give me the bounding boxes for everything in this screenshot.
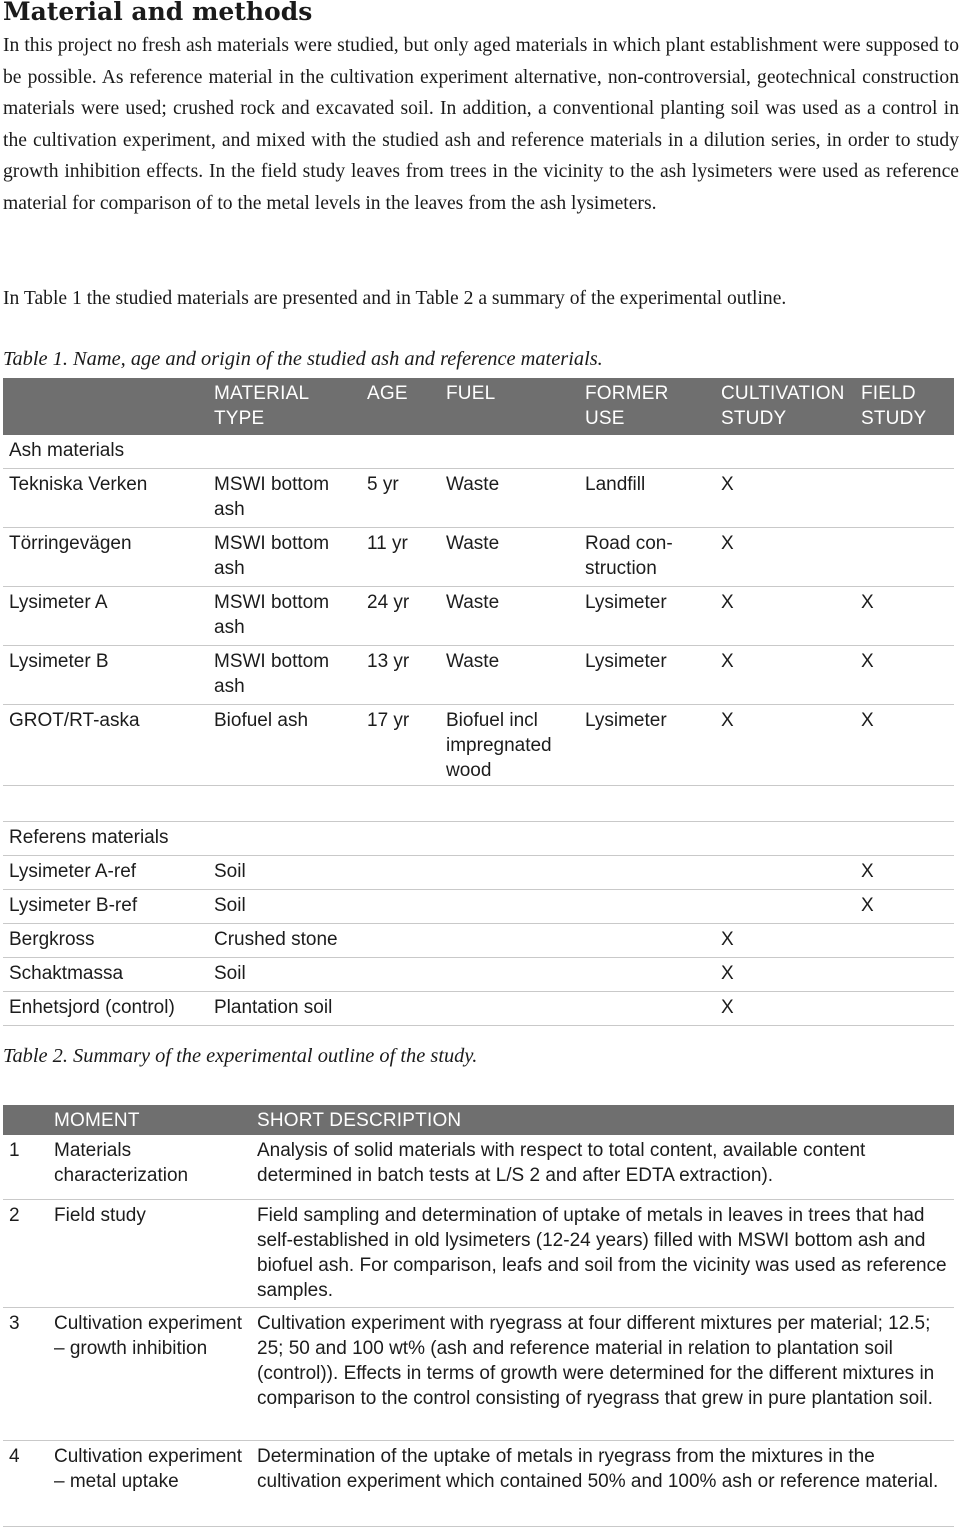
cell-moment: Materials characterization (54, 1140, 189, 1186)
cell-field-study (855, 995, 954, 1025)
cell-material-type: MSWI bottom ash (214, 592, 330, 638)
cell-fuel (440, 995, 579, 1025)
cell-name: Lysimeter B (9, 651, 109, 672)
cell-description: Analysis of solid materials with respect to total content, available content determined in batch tests at L/S 2 and after EDTA extraction). (257, 1140, 866, 1186)
cell-cultivation-study: X (721, 474, 734, 495)
cell-age: 11 yr (367, 533, 408, 554)
cell-former-use: Lysimeter (585, 710, 667, 731)
cell-former-use: Landfill (585, 474, 646, 495)
cell-age (361, 961, 440, 991)
cell-material-type: MSWI bottom ash (214, 474, 330, 520)
cell-description: Field sampling and determination of uptake of metals in leaves in trees that had self-established in old lysimeters (12-24 years) filled with MSWI bottom ash and biofuel ash. For comparison, leafs and soil from the vicinity was used as reference samples. (257, 1205, 947, 1301)
cell-name: Lysimeter A-ref (9, 861, 137, 882)
section-title: Material and methods (3, 0, 313, 26)
cell-field-study: X (861, 651, 874, 672)
cell-material-type: Biofuel ash (214, 710, 309, 731)
table-row (3, 1308, 954, 1441)
cell-cultivation-study: X (721, 592, 734, 613)
cell-age: 5 yr (367, 474, 399, 495)
cell-age (361, 995, 440, 1025)
cell-field-study: X (861, 861, 874, 882)
cell-field-study (855, 472, 954, 527)
table-row (3, 890, 954, 924)
cell-material-type: Soil (214, 895, 246, 916)
cell-name: Schaktmassa (9, 963, 124, 984)
cell-fuel (440, 927, 579, 957)
header-cell-moment: MOMENT (54, 1110, 140, 1131)
cell-number: 3 (9, 1313, 20, 1334)
table-row (3, 992, 954, 1026)
section-row-reference (3, 822, 954, 856)
cell-age (361, 893, 440, 923)
cell-field-study (855, 531, 954, 586)
header-cell-field-study: FIELD STUDY (861, 383, 927, 429)
cell-fuel (440, 961, 579, 991)
intro-paragraph: In this project no fresh ash materials were studied, but only aged materials in which plant establishment were supposed to be possible. As reference material in the cultivation experiment alternative, non-controversial, geotechnical construction materials were used; crushed rock and excavated soil. In addition, a conventional planting soil was used as a control in the cultivation experiment, and mixed with the studied ash and reference materials in a dilution series, in order to study growth inhibition effects. In the field study leaves from trees in the vicinity to the ash lysimeters were used as reference material for comparison of to the metal levels in the leaves from the ash lysimeters. (3, 35, 959, 214)
cell-cultivation-study (715, 859, 855, 889)
cell-name: Bergkross (9, 929, 95, 950)
table-spacer (3, 786, 954, 822)
cell-description: Cultivation experiment with ryegrass at four different mixtures per material; 12.5; 25; 50 and 100 wt% (ash and reference material in relation to plantation soil (control)). Effects in terms of growth were determined for the different mixtures in comparison to the control consisting of ryegrass that grew in pure plantation soil. (257, 1313, 935, 1409)
cell-fuel: Waste (446, 592, 500, 613)
cell-former-use (579, 961, 715, 991)
cell-former-use (579, 859, 715, 889)
section-label: Ash materials (9, 440, 125, 461)
cell-cultivation-study: X (721, 997, 734, 1018)
cell-former-use: Lysimeter (585, 592, 667, 613)
section-label: Referens materials (9, 827, 169, 848)
cell-cultivation-study: X (721, 533, 734, 554)
header-cell-name (3, 378, 208, 435)
cell-field-study (855, 961, 954, 991)
cell-name: Lysimeter B-ref (9, 895, 138, 916)
cell-former-use (579, 893, 715, 923)
cell-age (361, 927, 440, 957)
cell-name: Tekniska Verken (9, 474, 148, 495)
cell-number: 4 (9, 1446, 20, 1467)
section-row-ash (3, 435, 954, 469)
cell-number: 2 (9, 1205, 20, 1226)
cell-cultivation-study: X (721, 963, 734, 984)
header-cell-number (3, 1105, 48, 1135)
cell-former-use: Lysimeter (585, 651, 667, 672)
cell-cultivation-study: X (721, 929, 734, 950)
header-cell-description: SHORT DESCRIPTION (257, 1110, 462, 1131)
cell-age: 13 yr (367, 651, 410, 672)
cell-fuel: Waste (446, 651, 500, 672)
cell-moment: Cultivation experiment – metal uptake (54, 1446, 242, 1492)
header-cell-age: AGE (367, 383, 408, 404)
cell-material-type: MSWI bottom ash (214, 533, 330, 579)
header-cell-material-type: MATERIAL TYPE (214, 383, 309, 429)
cell-fuel: Waste (446, 533, 500, 554)
cell-moment: Field study (54, 1205, 146, 1226)
table-row (3, 528, 954, 587)
cell-former-use (579, 927, 715, 957)
cell-fuel: Waste (446, 474, 500, 495)
cell-material-type: Soil (214, 963, 246, 984)
cell-field-study: X (861, 592, 874, 613)
table-header (3, 1105, 954, 1135)
outline-table (3, 1105, 954, 1527)
tables-paragraph: In Table 1 the studied materials are presented and in Table 2 a summary of the experimental outline. (3, 288, 787, 309)
cell-former-use: Road con-struction (585, 533, 673, 579)
table-row (3, 646, 954, 705)
cell-cultivation-study: X (721, 710, 734, 731)
cell-cultivation-study (715, 893, 855, 923)
cell-material-type: Plantation soil (214, 997, 333, 1018)
materials-table (3, 378, 954, 1026)
cell-name: Enhetsjord (control) (9, 997, 175, 1018)
cell-age: 24 yr (367, 592, 410, 613)
cell-moment: Cultivation experiment – growth inhibition (54, 1313, 242, 1359)
header-cell-cultivation-study: CULTIVATION STUDY (721, 383, 845, 429)
table-row (3, 705, 954, 786)
cell-field-study: X (861, 710, 874, 731)
cell-material-type: Crushed stone (214, 929, 338, 950)
cell-name: Törringevägen (9, 533, 132, 554)
table-row (3, 1441, 954, 1527)
cell-field-study (855, 927, 954, 957)
table-row (3, 856, 954, 890)
cell-cultivation-study: X (721, 651, 734, 672)
table-row (3, 924, 954, 958)
cell-field-study: X (861, 895, 874, 916)
table1-caption: Table 1. Name, age and origin of the studied ash and reference materials. (3, 348, 603, 370)
cell-fuel: Biofuel incl impregnated wood (446, 710, 552, 781)
cell-fuel (440, 859, 579, 889)
cell-name: GROT/RT-aska (9, 710, 140, 731)
table-row (3, 1135, 954, 1200)
cell-description: Determination of the uptake of metals in ryegrass from the mixtures in the cultivation experiment which contained 50% and 100% ash or reference material. (257, 1446, 939, 1492)
cell-number: 1 (9, 1140, 20, 1161)
cell-age: 17 yr (367, 710, 410, 731)
table-row (3, 469, 954, 528)
table-row (3, 1200, 954, 1308)
header-cell-former-use: FORMER USE (585, 383, 669, 429)
table-row (3, 958, 954, 992)
cell-material-type: Soil (214, 861, 246, 882)
cell-former-use (579, 995, 715, 1025)
cell-age (361, 859, 440, 889)
header-cell-fuel: FUEL (446, 383, 496, 404)
cell-material-type: MSWI bottom ash (214, 651, 330, 697)
cell-fuel (440, 893, 579, 923)
table-header (3, 378, 954, 435)
table-row (3, 587, 954, 646)
cell-name: Lysimeter A (9, 592, 108, 613)
table2-caption: Table 2. Summary of the experimental outline of the study. (3, 1045, 478, 1067)
